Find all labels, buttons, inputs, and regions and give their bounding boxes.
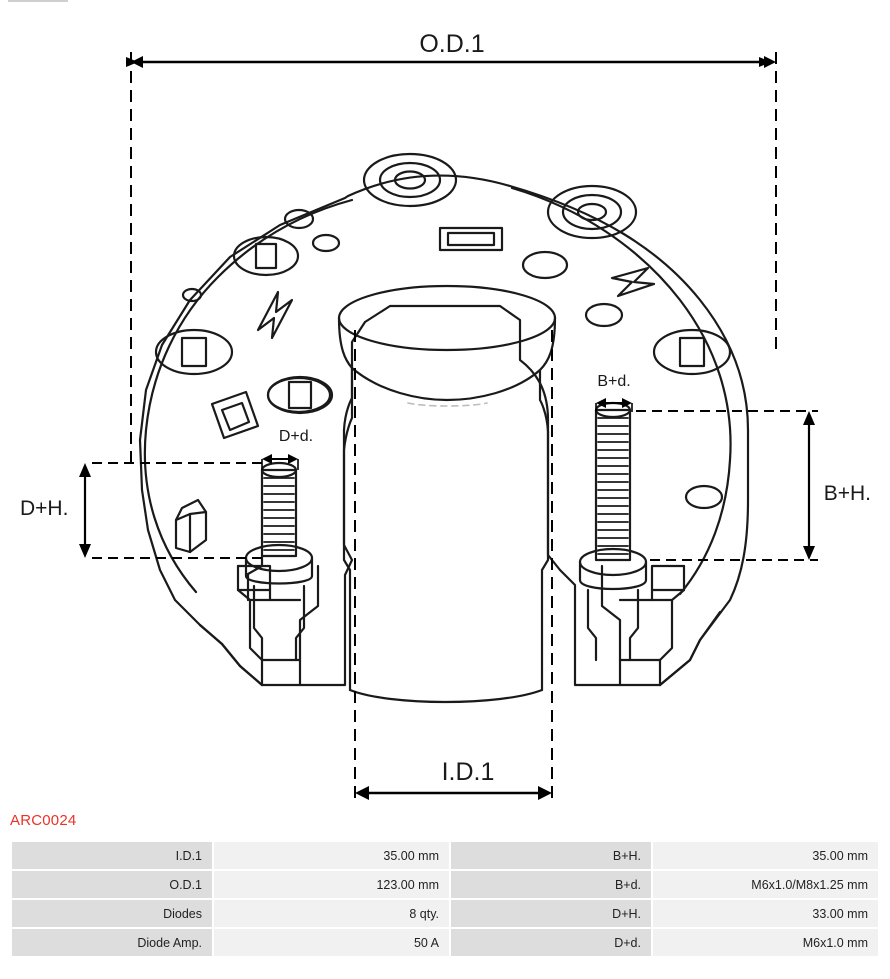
spec-value: 123.00 mm bbox=[214, 871, 449, 898]
table-row bbox=[12, 929, 878, 956]
spec-value: 33.00 mm bbox=[653, 900, 878, 927]
table-row bbox=[12, 842, 878, 869]
spec-value: M6x1.0/M8x1.25 mm bbox=[653, 871, 878, 898]
label-id1: I.D.1 bbox=[441, 758, 495, 786]
spec-label: Diode Amp. bbox=[12, 929, 212, 956]
part-code: ARC0024 bbox=[10, 812, 77, 829]
spec-label: B+d. bbox=[451, 871, 651, 898]
spec-value: M6x1.0 mm bbox=[653, 929, 878, 956]
label-b-d: B+d. bbox=[597, 373, 631, 390]
spec-value: 35.00 mm bbox=[214, 842, 449, 869]
table-row bbox=[12, 871, 878, 898]
table-row bbox=[12, 900, 878, 927]
spec-value: 35.00 mm bbox=[653, 842, 878, 869]
spec-label: O.D.1 bbox=[12, 871, 212, 898]
spec-label: D+H. bbox=[451, 900, 651, 927]
spec-label: Diodes bbox=[12, 900, 212, 927]
spec-label: B+H. bbox=[451, 842, 651, 869]
specifications-table bbox=[10, 840, 880, 958]
label-b-h: B+H. bbox=[823, 482, 871, 505]
spec-label: D+d. bbox=[451, 929, 651, 956]
label-od1: O.D.1 bbox=[419, 30, 485, 58]
spec-label: I.D.1 bbox=[12, 842, 212, 869]
label-d-d: D+d. bbox=[278, 428, 314, 445]
spec-value: 50 A bbox=[214, 929, 449, 956]
spec-value: 8 qty. bbox=[214, 900, 449, 927]
label-d-h: D+H. bbox=[20, 497, 69, 520]
